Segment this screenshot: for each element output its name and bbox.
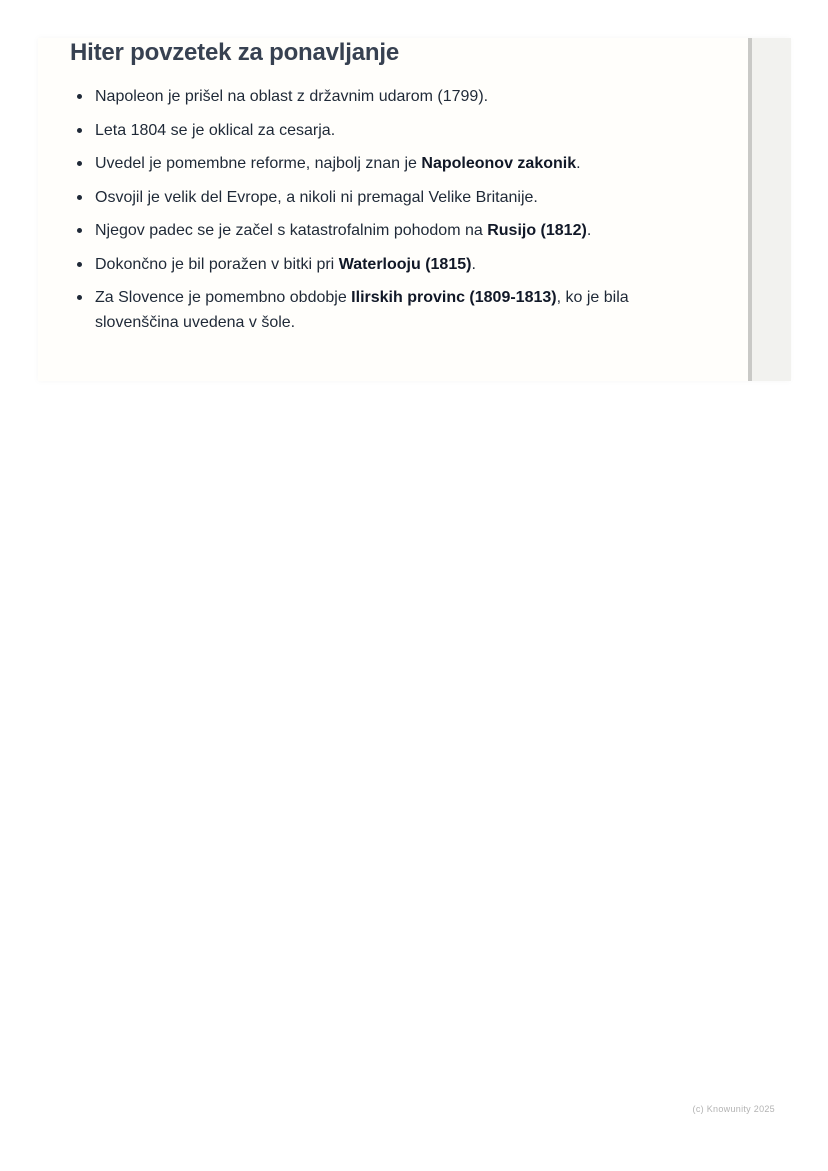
item-bold: Waterlooju (1815) <box>338 255 472 273</box>
item-text-after: . <box>586 222 592 239</box>
summary-title: Hiter povzetek za ponavljanje <box>70 39 399 66</box>
list-item <box>70 185 630 210</box>
item-text: Njegov padec se je začel s katastrofalnim pohodom na <box>95 222 488 239</box>
list-item <box>70 218 630 243</box>
list-item <box>70 285 630 335</box>
summary-list <box>70 84 630 344</box>
item-text-after: . <box>471 255 476 273</box>
item-bold: Ilirskih provinc (1809-1813) <box>351 289 557 306</box>
item-bold: Napoleonov zakonik <box>421 155 577 172</box>
item-text: Leta 1804 se je oklical za cesarja. <box>95 121 336 139</box>
item-text-after: , ko je bila slovenščina uvedena v šole. <box>95 289 629 331</box>
list-item <box>70 84 630 109</box>
copyright-footer: (c) Knowunity 2025 <box>692 1104 775 1114</box>
item-text: Uvedel je pomembne reforme, najbolj znan je <box>95 155 422 172</box>
item-text: Napoleon je prišel na oblast z državnim udarom (1799). <box>95 88 489 105</box>
item-text: Dokončno je bil poražen v bitki pri <box>95 255 339 273</box>
item-bold: Rusijo (1812) <box>487 222 587 239</box>
list-item <box>70 252 630 277</box>
item-text: Za Slovence je pomembno obdobje <box>95 289 352 306</box>
list-item <box>70 118 630 143</box>
list-item <box>70 151 630 176</box>
side-strip <box>748 38 791 381</box>
item-text-after: . <box>576 155 581 172</box>
item-text: Osvojil je velik del Evrope, a nikoli ni premagal Velike Britanije. <box>95 188 538 206</box>
